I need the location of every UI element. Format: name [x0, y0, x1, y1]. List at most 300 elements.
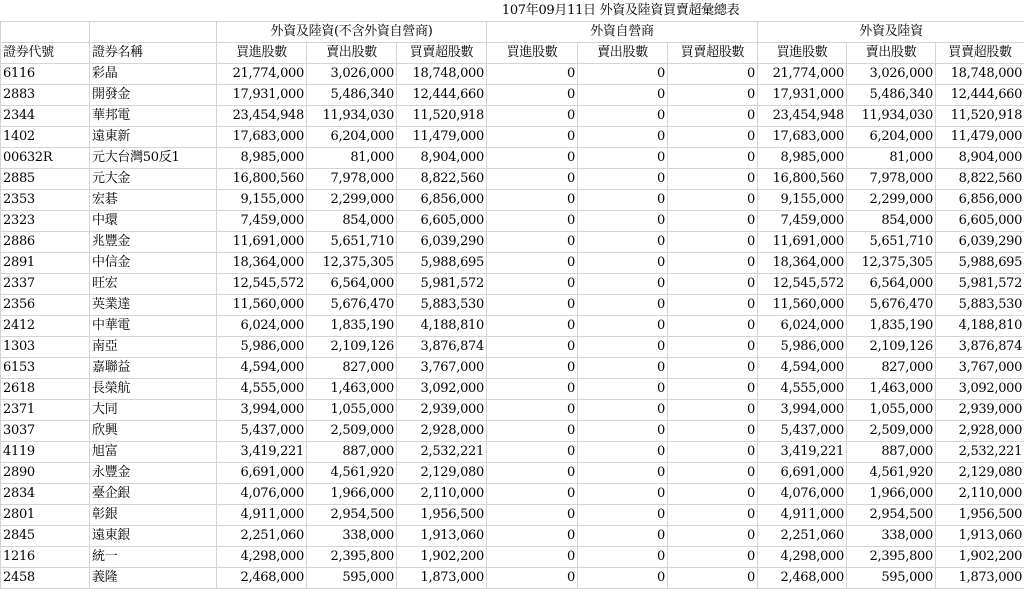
value-cell: 887,000 [307, 442, 397, 463]
stock-name-cell: 遠東銀 [90, 526, 217, 547]
value-cell: 0 [668, 400, 758, 421]
table-row [1, 274, 1024, 295]
stock-name-cell: 華邦電 [90, 106, 217, 127]
value-cell: 0 [668, 85, 758, 106]
value-cell: 5,883,530 [936, 295, 1024, 316]
value-cell: 0 [668, 295, 758, 316]
value-cell: 1,913,060 [936, 526, 1024, 547]
value-cell: 7,978,000 [847, 169, 936, 190]
stock-code-cell: 1216 [1, 547, 90, 568]
value-cell: 3,994,000 [758, 400, 847, 421]
value-cell: 2,110,000 [936, 484, 1024, 505]
value-cell: 5,981,572 [936, 274, 1024, 295]
stock-code-cell: 2885 [1, 169, 90, 190]
value-cell: 0 [668, 169, 758, 190]
value-cell: 4,555,000 [758, 379, 847, 400]
value-cell: 0 [668, 148, 758, 169]
stock-name-cell: 永豐金 [90, 463, 217, 484]
stock-code-cell: 3037 [1, 421, 90, 442]
value-cell: 17,683,000 [217, 127, 307, 148]
value-cell: 18,364,000 [758, 253, 847, 274]
value-cell: 5,988,695 [397, 253, 487, 274]
value-cell: 0 [578, 358, 668, 379]
value-cell: 0 [668, 190, 758, 211]
value-cell: 11,691,000 [758, 232, 847, 253]
stock-name-cell: 開發金 [90, 85, 217, 106]
value-cell: 7,459,000 [217, 211, 307, 232]
stock-code-cell: 4119 [1, 442, 90, 463]
value-cell: 12,444,660 [936, 85, 1024, 106]
value-cell: 0 [578, 85, 668, 106]
value-cell: 11,691,000 [217, 232, 307, 253]
value-cell: 0 [578, 253, 668, 274]
value-cell: 0 [668, 379, 758, 400]
value-cell: 1,835,190 [847, 316, 936, 337]
value-cell: 6,691,000 [217, 463, 307, 484]
table-row [1, 337, 1024, 358]
column-header: 買進股數 [217, 43, 307, 64]
value-cell: 0 [487, 190, 578, 211]
stock-code-cell: 2891 [1, 253, 90, 274]
value-cell: 0 [578, 379, 668, 400]
value-cell: 81,000 [307, 148, 397, 169]
value-cell: 0 [578, 337, 668, 358]
table-row [1, 358, 1024, 379]
value-cell: 0 [578, 190, 668, 211]
group-header-foreign-total: 外資及陸資 [758, 22, 1024, 43]
value-cell: 0 [487, 274, 578, 295]
table-row [1, 127, 1024, 148]
value-cell: 4,555,000 [217, 379, 307, 400]
stock-name-cell: 彩晶 [90, 64, 217, 85]
report-title: 107年09月11日 外資及陸資買賣超彙總表 [217, 0, 1024, 22]
stock-name-cell: 統一 [90, 547, 217, 568]
value-cell: 0 [578, 169, 668, 190]
value-cell: 11,934,030 [307, 106, 397, 127]
value-cell: 0 [668, 337, 758, 358]
stock-name-cell: 中環 [90, 211, 217, 232]
column-header: 賣出股數 [307, 43, 397, 64]
table-row [1, 568, 1024, 589]
value-cell: 854,000 [307, 211, 397, 232]
value-cell: 2,532,221 [936, 442, 1024, 463]
table-row [1, 169, 1024, 190]
value-cell: 338,000 [847, 526, 936, 547]
stock-name-cell: 旺宏 [90, 274, 217, 295]
table-row [1, 400, 1024, 421]
value-cell: 7,459,000 [758, 211, 847, 232]
stock-name-cell: 大同 [90, 400, 217, 421]
value-cell: 0 [487, 379, 578, 400]
value-cell: 8,822,560 [397, 169, 487, 190]
value-cell: 5,437,000 [758, 421, 847, 442]
group-header-foreign-dealers: 外資自營商 [487, 22, 758, 43]
value-cell: 0 [578, 64, 668, 85]
value-cell: 0 [578, 127, 668, 148]
value-cell: 0 [487, 484, 578, 505]
stock-name-cell: 長榮航 [90, 379, 217, 400]
table-row [1, 421, 1024, 442]
value-cell: 0 [487, 295, 578, 316]
value-cell: 0 [668, 358, 758, 379]
value-cell: 3,419,221 [217, 442, 307, 463]
value-cell: 7,978,000 [307, 169, 397, 190]
value-cell: 0 [487, 337, 578, 358]
value-cell: 18,748,000 [397, 64, 487, 85]
stock-name-cell: 旭富 [90, 442, 217, 463]
value-cell: 5,651,710 [307, 232, 397, 253]
value-cell: 2,129,080 [397, 463, 487, 484]
value-cell: 0 [578, 400, 668, 421]
value-cell: 2,509,000 [847, 421, 936, 442]
value-cell: 1,902,200 [936, 547, 1024, 568]
stock-name-cell: 欣興 [90, 421, 217, 442]
value-cell: 0 [668, 211, 758, 232]
value-cell: 6,024,000 [758, 316, 847, 337]
stock-name-cell: 遠東新 [90, 127, 217, 148]
value-cell: 0 [578, 421, 668, 442]
stock-name-cell: 元大台灣50反1 [90, 148, 217, 169]
stock-code-cell: 2412 [1, 316, 90, 337]
title-row [1, 0, 1024, 22]
value-cell: 23,454,948 [217, 106, 307, 127]
stock-name-cell: 南亞 [90, 337, 217, 358]
stock-code-cell: 00632R [1, 148, 90, 169]
stock-code-cell: 2344 [1, 106, 90, 127]
value-cell: 4,594,000 [758, 358, 847, 379]
value-cell: 16,800,560 [217, 169, 307, 190]
value-cell: 0 [487, 64, 578, 85]
value-cell: 0 [487, 316, 578, 337]
stock-code-cell: 2883 [1, 85, 90, 106]
value-cell: 5,676,470 [847, 295, 936, 316]
table-row [1, 253, 1024, 274]
value-cell: 3,876,874 [936, 337, 1024, 358]
value-cell: 2,468,000 [758, 568, 847, 589]
column-header: 賣出股數 [578, 43, 668, 64]
stock-code-cell: 6153 [1, 358, 90, 379]
value-cell: 0 [578, 232, 668, 253]
table-row [1, 484, 1024, 505]
value-cell: 6,856,000 [936, 190, 1024, 211]
value-cell: 1,956,500 [397, 505, 487, 526]
value-cell: 1,055,000 [847, 400, 936, 421]
value-cell: 2,251,060 [758, 526, 847, 547]
value-cell: 2,954,500 [847, 505, 936, 526]
value-cell: 5,676,470 [307, 295, 397, 316]
stock-code-cell: 2890 [1, 463, 90, 484]
column-header: 賣出股數 [847, 43, 936, 64]
value-cell: 4,561,920 [847, 463, 936, 484]
stock-code-cell: 2845 [1, 526, 90, 547]
value-cell: 4,076,000 [217, 484, 307, 505]
column-header: 買進股數 [487, 43, 578, 64]
value-cell: 5,486,340 [307, 85, 397, 106]
value-cell: 0 [487, 253, 578, 274]
table-row [1, 232, 1024, 253]
value-cell: 1,055,000 [307, 400, 397, 421]
value-cell: 0 [487, 169, 578, 190]
value-cell: 0 [487, 85, 578, 106]
value-cell: 12,444,660 [397, 85, 487, 106]
value-cell: 2,299,000 [307, 190, 397, 211]
table-row [1, 442, 1024, 463]
value-cell: 23,454,948 [758, 106, 847, 127]
value-cell: 0 [668, 316, 758, 337]
table-row [1, 547, 1024, 568]
value-cell: 4,188,810 [397, 316, 487, 337]
value-cell: 11,520,918 [936, 106, 1024, 127]
value-cell: 0 [578, 316, 668, 337]
stock-code-cell: 1402 [1, 127, 90, 148]
table-row [1, 64, 1024, 85]
value-cell: 595,000 [307, 568, 397, 589]
value-cell: 0 [668, 547, 758, 568]
column-header-row [1, 43, 1024, 64]
value-cell: 6,605,000 [397, 211, 487, 232]
table-row [1, 463, 1024, 484]
value-cell: 2,395,800 [847, 547, 936, 568]
value-cell: 9,155,000 [758, 190, 847, 211]
value-cell: 12,375,305 [847, 253, 936, 274]
value-cell: 2,928,000 [397, 421, 487, 442]
table-row [1, 505, 1024, 526]
value-cell: 11,479,000 [936, 127, 1024, 148]
value-cell: 0 [668, 568, 758, 589]
value-cell: 0 [487, 211, 578, 232]
value-cell: 2,928,000 [936, 421, 1024, 442]
value-cell: 2,954,500 [307, 505, 397, 526]
value-cell: 5,651,710 [847, 232, 936, 253]
value-cell: 0 [668, 106, 758, 127]
group-header-foreign-excl-dealers: 外資及陸資(不含外資自營商) [217, 22, 487, 43]
value-cell: 0 [668, 274, 758, 295]
value-cell: 2,939,000 [397, 400, 487, 421]
value-cell: 3,092,000 [936, 379, 1024, 400]
stock-name-cell: 宏碁 [90, 190, 217, 211]
value-cell: 854,000 [847, 211, 936, 232]
value-cell: 17,931,000 [217, 85, 307, 106]
value-cell: 16,800,560 [758, 169, 847, 190]
stock-name-cell: 義隆 [90, 568, 217, 589]
value-cell: 12,545,572 [217, 274, 307, 295]
value-cell: 0 [668, 64, 758, 85]
value-cell: 1,835,190 [307, 316, 397, 337]
stock-name-cell: 中信金 [90, 253, 217, 274]
value-cell: 3,026,000 [847, 64, 936, 85]
column-header: 買賣超股數 [668, 43, 758, 64]
value-cell: 0 [578, 484, 668, 505]
value-cell: 0 [578, 211, 668, 232]
value-cell: 4,298,000 [758, 547, 847, 568]
value-cell: 5,486,340 [847, 85, 936, 106]
value-cell: 2,251,060 [217, 526, 307, 547]
value-cell: 81,000 [847, 148, 936, 169]
value-cell: 8,985,000 [758, 148, 847, 169]
column-header: 買賣超股數 [936, 43, 1024, 64]
value-cell: 0 [578, 442, 668, 463]
value-cell: 2,129,080 [936, 463, 1024, 484]
table-row [1, 211, 1024, 232]
value-cell: 0 [578, 547, 668, 568]
value-cell: 5,981,572 [397, 274, 487, 295]
value-cell: 4,561,920 [307, 463, 397, 484]
value-cell: 0 [668, 232, 758, 253]
value-cell: 0 [487, 106, 578, 127]
value-cell: 5,988,695 [936, 253, 1024, 274]
value-cell: 3,419,221 [758, 442, 847, 463]
value-cell: 0 [487, 463, 578, 484]
column-header: 證券名稱 [90, 43, 217, 64]
stock-name-cell: 彰銀 [90, 505, 217, 526]
stock-code-cell: 2353 [1, 190, 90, 211]
value-cell: 18,364,000 [217, 253, 307, 274]
stock-code-cell: 2618 [1, 379, 90, 400]
value-cell: 4,298,000 [217, 547, 307, 568]
value-cell: 0 [487, 400, 578, 421]
value-cell: 5,437,000 [217, 421, 307, 442]
value-cell: 0 [578, 568, 668, 589]
value-cell: 2,109,126 [847, 337, 936, 358]
value-cell: 0 [668, 505, 758, 526]
value-cell: 1,913,060 [397, 526, 487, 547]
value-cell: 0 [578, 295, 668, 316]
table-row [1, 106, 1024, 127]
value-cell: 887,000 [847, 442, 936, 463]
stock-name-cell: 臺企銀 [90, 484, 217, 505]
value-cell: 0 [578, 526, 668, 547]
value-cell: 12,375,305 [307, 253, 397, 274]
table-row [1, 295, 1024, 316]
value-cell: 6,024,000 [217, 316, 307, 337]
value-cell: 4,594,000 [217, 358, 307, 379]
value-cell: 0 [487, 547, 578, 568]
group-header-row [1, 22, 1024, 43]
value-cell: 3,026,000 [307, 64, 397, 85]
value-cell: 11,934,030 [847, 106, 936, 127]
value-cell: 6,856,000 [397, 190, 487, 211]
value-cell: 8,822,560 [936, 169, 1024, 190]
table-row [1, 526, 1024, 547]
value-cell: 11,479,000 [397, 127, 487, 148]
value-cell: 0 [578, 505, 668, 526]
value-cell: 18,748,000 [936, 64, 1024, 85]
value-cell: 4,911,000 [758, 505, 847, 526]
value-cell: 0 [668, 463, 758, 484]
stock-name-cell: 兆豐金 [90, 232, 217, 253]
stock-name-cell: 嘉聯益 [90, 358, 217, 379]
column-header: 買進股數 [758, 43, 847, 64]
value-cell: 1,902,200 [397, 547, 487, 568]
stock-code-cell: 1303 [1, 337, 90, 358]
value-cell: 595,000 [847, 568, 936, 589]
value-cell: 1,463,000 [307, 379, 397, 400]
value-cell: 6,204,000 [307, 127, 397, 148]
value-cell: 6,605,000 [936, 211, 1024, 232]
value-cell: 2,509,000 [307, 421, 397, 442]
value-cell: 0 [487, 421, 578, 442]
value-cell: 338,000 [307, 526, 397, 547]
value-cell: 2,532,221 [397, 442, 487, 463]
value-cell: 0 [668, 484, 758, 505]
value-cell: 6,564,000 [307, 274, 397, 295]
value-cell: 1,873,000 [397, 568, 487, 589]
value-cell: 8,985,000 [217, 148, 307, 169]
value-cell: 2,468,000 [217, 568, 307, 589]
value-cell: 6,204,000 [847, 127, 936, 148]
value-cell: 17,683,000 [758, 127, 847, 148]
value-cell: 0 [668, 526, 758, 547]
table-row [1, 379, 1024, 400]
value-cell: 5,883,530 [397, 295, 487, 316]
stock-code-cell: 2337 [1, 274, 90, 295]
value-cell: 17,931,000 [758, 85, 847, 106]
stock-name-cell: 元大金 [90, 169, 217, 190]
value-cell: 8,904,000 [397, 148, 487, 169]
value-cell: 3,767,000 [397, 358, 487, 379]
value-cell: 0 [578, 463, 668, 484]
value-cell: 11,520,918 [397, 106, 487, 127]
value-cell: 2,110,000 [397, 484, 487, 505]
stock-code-cell: 2801 [1, 505, 90, 526]
value-cell: 0 [668, 421, 758, 442]
value-cell: 21,774,000 [217, 64, 307, 85]
value-cell: 5,986,000 [758, 337, 847, 358]
value-cell: 12,545,572 [758, 274, 847, 295]
stock-name-cell: 英業達 [90, 295, 217, 316]
value-cell: 4,911,000 [217, 505, 307, 526]
value-cell: 0 [487, 526, 578, 547]
value-cell: 5,986,000 [217, 337, 307, 358]
value-cell: 0 [487, 232, 578, 253]
value-cell: 4,188,810 [936, 316, 1024, 337]
value-cell: 827,000 [307, 358, 397, 379]
table-row [1, 190, 1024, 211]
value-cell: 1,463,000 [847, 379, 936, 400]
value-cell: 2,109,126 [307, 337, 397, 358]
value-cell: 6,564,000 [847, 274, 936, 295]
table-row [1, 316, 1024, 337]
stock-code-cell: 2834 [1, 484, 90, 505]
value-cell: 0 [487, 568, 578, 589]
value-cell: 11,560,000 [758, 295, 847, 316]
value-cell: 0 [487, 148, 578, 169]
value-cell: 827,000 [847, 358, 936, 379]
value-cell: 0 [487, 442, 578, 463]
value-cell: 6,039,290 [936, 232, 1024, 253]
stock-code-cell: 2323 [1, 211, 90, 232]
stock-code-cell: 2886 [1, 232, 90, 253]
stock-code-cell: 2458 [1, 568, 90, 589]
value-cell: 2,299,000 [847, 190, 936, 211]
value-cell: 0 [487, 127, 578, 148]
column-header: 證券代號 [1, 43, 90, 64]
value-cell: 9,155,000 [217, 190, 307, 211]
stock-code-cell: 2356 [1, 295, 90, 316]
value-cell: 6,691,000 [758, 463, 847, 484]
value-cell: 0 [668, 442, 758, 463]
value-cell: 3,092,000 [397, 379, 487, 400]
value-cell: 8,904,000 [936, 148, 1024, 169]
value-cell: 11,560,000 [217, 295, 307, 316]
value-cell: 1,966,000 [847, 484, 936, 505]
value-cell: 0 [578, 274, 668, 295]
value-cell: 3,767,000 [936, 358, 1024, 379]
value-cell: 1,956,500 [936, 505, 1024, 526]
value-cell: 0 [668, 253, 758, 274]
value-cell: 0 [578, 106, 668, 127]
value-cell: 0 [578, 148, 668, 169]
